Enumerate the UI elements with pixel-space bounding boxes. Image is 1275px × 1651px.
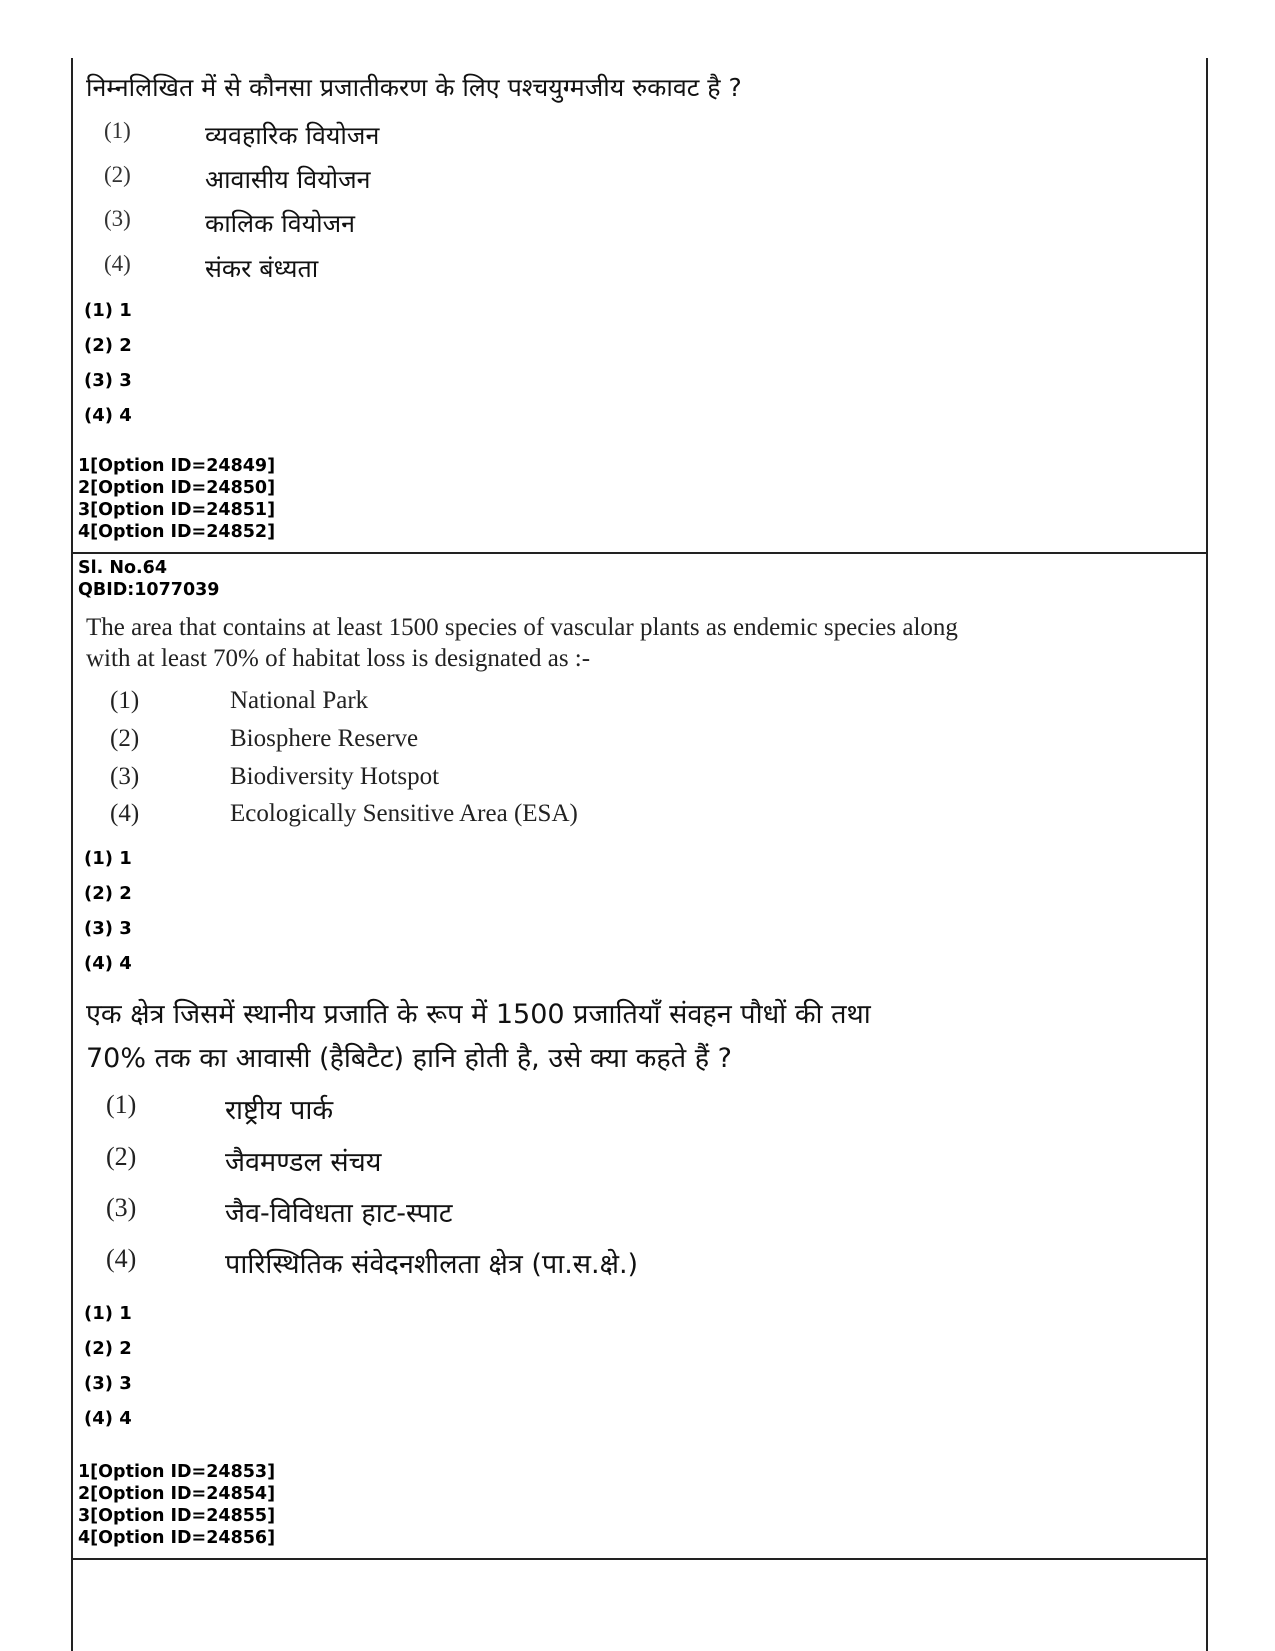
option-text: Biodiversity Hotspot bbox=[230, 763, 440, 790]
option-number: (3) bbox=[106, 1193, 137, 1222]
option-text: जैव-विविधता हाट-स्पाट bbox=[225, 1198, 453, 1229]
answer-choice: (2) 2 bbox=[84, 1338, 132, 1359]
option-text: राष्ट्रीय पार्क bbox=[225, 1095, 334, 1126]
question-text: with at least 70% of habitat loss is designated as :- bbox=[86, 645, 591, 672]
option-text: National Park bbox=[230, 687, 369, 714]
option-text: जैवमण्डल संचय bbox=[225, 1147, 382, 1178]
question-text-hindi: एक क्षेत्र जिसमें स्थानीय प्रजाति के रूप में 1500 प्रजातियाँ संवहन पौधों की तथा bbox=[86, 999, 871, 1030]
page-frame bbox=[71, 58, 1208, 1651]
option-id: 2[Option ID=24854] bbox=[78, 1484, 276, 1504]
option-number: (4) bbox=[106, 1244, 137, 1273]
answer-choice: (3) 3 bbox=[84, 918, 132, 939]
question-text: The area that contains at least 1500 species of vascular plants as endemic species along bbox=[86, 614, 958, 641]
serial-number: Sl. No.64 bbox=[78, 558, 168, 578]
option-id: 2[Option ID=24850] bbox=[78, 478, 276, 498]
answer-choice: (1) 1 bbox=[84, 300, 132, 321]
option-number: (4) bbox=[104, 251, 131, 276]
answer-choice: (3) 3 bbox=[84, 1373, 132, 1394]
option-id: 1[Option ID=24849] bbox=[78, 456, 276, 476]
option-text: कालिक वियोजन bbox=[205, 209, 356, 238]
option-number: (4) bbox=[110, 800, 140, 827]
option-text: आवासीय वियोजन bbox=[205, 165, 371, 194]
option-text: Biosphere Reserve bbox=[230, 725, 419, 752]
option-text: Ecologically Sensitive Area (ESA) bbox=[230, 800, 578, 827]
option-id: 3[Option ID=24855] bbox=[78, 1506, 276, 1526]
answer-choice: (4) 4 bbox=[84, 1408, 132, 1429]
question-text-hindi: 70% तक का आवासी (हैबिटैट) हानि होती है, उसे क्या कहते हैं ? bbox=[86, 1043, 732, 1074]
option-number: (1) bbox=[104, 118, 131, 143]
answer-choice: (1) 1 bbox=[84, 1303, 132, 1324]
option-number: (1) bbox=[110, 687, 140, 714]
question-divider bbox=[71, 1558, 1208, 1560]
answer-choice: (1) 1 bbox=[84, 848, 132, 869]
option-number: (3) bbox=[104, 206, 131, 231]
answer-choice: (3) 3 bbox=[84, 370, 132, 391]
answer-choice: (4) 4 bbox=[84, 405, 132, 426]
option-text: व्यवहारिक वियोजन bbox=[205, 121, 380, 150]
answer-choice: (4) 4 bbox=[84, 953, 132, 974]
answer-choice: (2) 2 bbox=[84, 883, 132, 904]
option-id: 1[Option ID=24853] bbox=[78, 1462, 276, 1482]
question-text-hindi: निम्नलिखित में से कौनसा प्रजातीकरण के लिए पश्चयुग्मजीय रुकावट है ? bbox=[86, 73, 742, 102]
option-number: (3) bbox=[110, 763, 140, 790]
option-id: 4[Option ID=24852] bbox=[78, 522, 276, 542]
option-number: (1) bbox=[106, 1090, 137, 1119]
qbid: QBID:1077039 bbox=[78, 580, 220, 600]
answer-choice: (2) 2 bbox=[84, 335, 132, 356]
question-divider bbox=[71, 552, 1208, 554]
option-id: 3[Option ID=24851] bbox=[78, 500, 276, 520]
option-number: (2) bbox=[110, 725, 140, 752]
option-number: (2) bbox=[104, 162, 131, 187]
option-id: 4[Option ID=24856] bbox=[78, 1528, 276, 1548]
option-text: संकर बंध्यता bbox=[205, 254, 319, 283]
option-text: पारिस्थितिक संवेदनशीलता क्षेत्र (पा.स.क्षे.) bbox=[225, 1249, 639, 1280]
option-number: (2) bbox=[106, 1142, 137, 1171]
